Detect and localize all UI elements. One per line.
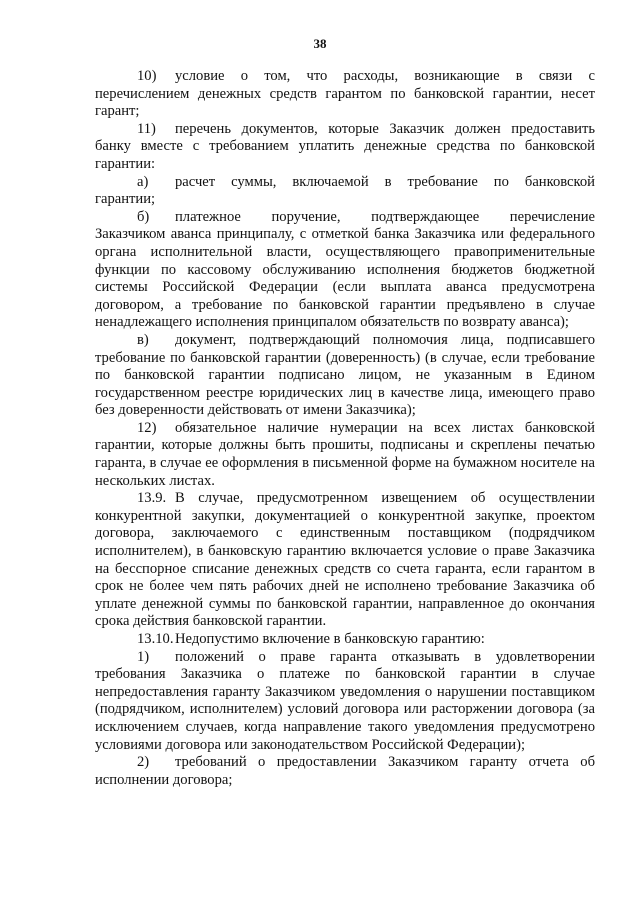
item-number: 10) — [137, 68, 157, 84]
item-text-first-line: платежное поручение, подтверждающее перечисление — [175, 208, 595, 225]
list-item — [95, 121, 595, 174]
document-body — [95, 68, 595, 789]
item-text: гарантии; — [95, 191, 156, 208]
item-number: в) — [137, 331, 149, 348]
item-text: перечислением денежных средств гарантом по банковской гарантии, несет гарант; — [95, 85, 595, 120]
section-number: 13.10. — [137, 631, 174, 647]
section-paragraph — [95, 631, 595, 649]
list-item — [95, 649, 595, 755]
list-item — [95, 754, 595, 789]
section-paragraph — [95, 490, 595, 631]
list-item — [95, 174, 595, 209]
item-text-first-line: обязательное наличие нумерации на всех листах банковской — [175, 419, 595, 436]
item-text-first-line: Недопустимо включение в банковскую гарантию: — [175, 631, 485, 647]
item-text: гарантии, которые должны быть прошиты, подписаны и скреплены печатью гаранта, в случае ее оформления в письменной форме на бумажном носителе на нескольких листах. — [95, 437, 595, 489]
item-number: 1) — [137, 648, 150, 665]
item-text-first-line: условие о том, что расходы, возникающие в связи с — [175, 68, 595, 84]
list-item — [95, 420, 595, 490]
section-number: 13.9. — [137, 490, 167, 507]
item-text-first-line: расчет суммы, включаемой в требование по банковской — [175, 173, 595, 190]
item-text-first-line: положений о праве гаранта отказывать в удовлетворении — [175, 648, 595, 665]
item-number: 12) — [137, 419, 157, 436]
item-text: банку вместе с требованием уплатить денежные средства по банковской гарантии: — [95, 138, 595, 172]
list-item — [95, 332, 595, 420]
list-item — [95, 68, 595, 121]
item-text: требования Заказчика о платеже по банковской гарантии в случае непредоставления гаранту Заказчиком уведомления о нарушении поставщиком (подрядчиком, исполнителем) условий договора или расторжении договора (за исключением случаев, когда направление такого уведомления предусмотрено условиями договора или законодательством Российской Федерации); — [95, 666, 595, 753]
item-text: конкурентной закупки, документацией о конкурентной закупке, проектом договора, заключаемого с единственным поставщиком (подрядчиком исполнителем), в банковскую гарантию включается условие о праве Заказчика на бесспорное списание денежных средств со счета гаранта, если гарантом в срок не более чем пять рабочих дней не исполнено требование Заказчика об уплате денежной суммы по банковской гарантии, направленное до окончания срока действия банковской гарантии. — [95, 507, 595, 630]
item-number: 11) — [137, 120, 156, 137]
list-item — [95, 209, 595, 332]
item-text: исполнении договора; — [95, 771, 233, 788]
item-text: требование по банковской гарантии (доверенность) (в случае, если требование по банковской гарантии подписано лицом, не указанным в Едином государственном реестре юридических лиц в качестве лица, имеющего право без доверенности действовать от имени Заказчика); — [95, 349, 595, 419]
item-number: 2) — [137, 754, 150, 771]
item-number: а) — [137, 173, 149, 190]
item-text-first-line: перечень документов, которые Заказчик должен предоставить — [175, 120, 595, 137]
page-number: 38 — [313, 36, 327, 51]
item-text-first-line: требований о предоставлении Заказчиком гаранту отчета об — [175, 754, 595, 771]
item-text-first-line: В случае, предусмотренном извещением об осуществлении — [175, 490, 595, 507]
item-text: Заказчиком аванса принципалу, с отметкой банка Заказчика или федерального органа исполнительной власти, осуществляющего правоприменительные функции по кассовому обслуживанию исполнения бюджетов бюджетной системы Российской Федерации (если выплата аванса предусмотрена договором, а требование по банковской гарантии предъявлено в случае ненадлежащего исполнения принципалом обязательств по возврату аванса); — [95, 226, 595, 331]
item-text-first-line: документ, подтверждающий полномочия лица, подписавшего — [175, 331, 595, 348]
item-number: б) — [137, 208, 150, 225]
